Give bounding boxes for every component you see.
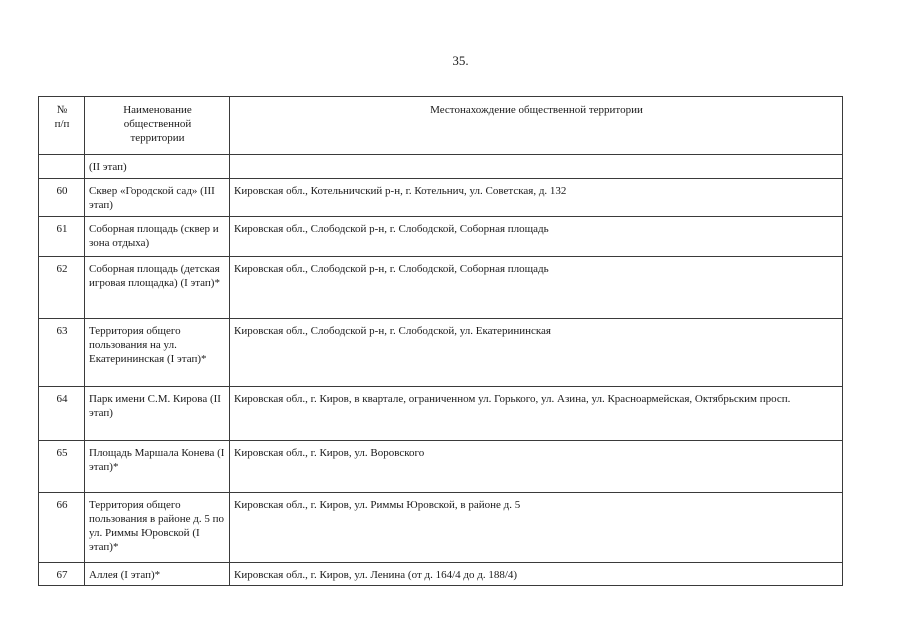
- header-name: Наименование общественной территории: [85, 97, 230, 155]
- row-location: [230, 155, 843, 179]
- header-num: № п/п: [39, 97, 85, 155]
- row-location: Кировская обл., Слободской р-н, г. Слободской, Соборная площадь: [230, 217, 843, 257]
- row-name: Территория общего пользования на ул. Екатерининская (I этап)*: [85, 319, 230, 387]
- row-name: (II этап): [85, 155, 230, 179]
- row-location: Кировская обл., г. Киров, ул. Ленина (от д. 164/4 до д. 188/4): [230, 563, 843, 586]
- table-row: [39, 441, 843, 493]
- row-name: Площадь Маршала Конева (I этап)*: [85, 441, 230, 493]
- row-location: Кировская обл., г. Киров, в квартале, ограниченном ул. Горького, ул. Азина, ул. Красноармейская, Октябрьским просп.: [230, 387, 843, 441]
- row-name: Сквер «Городской сад» (III этап): [85, 179, 230, 217]
- row-number: 62: [39, 257, 85, 319]
- row-number: 60: [39, 179, 85, 217]
- header-location: Местонахождение общественной территории: [230, 97, 843, 155]
- table-row: [39, 155, 843, 179]
- row-number: 64: [39, 387, 85, 441]
- row-number: [39, 155, 85, 179]
- table-row: [39, 563, 843, 586]
- row-number: 63: [39, 319, 85, 387]
- table-row: [39, 179, 843, 217]
- table-header-row: [39, 97, 843, 155]
- row-location: Кировская обл., Котельничский р-н, г. Котельнич, ул. Советская, д. 132: [230, 179, 843, 217]
- row-name: Аллея (I этап)*: [85, 563, 230, 586]
- page-number: 35.: [452, 53, 469, 68]
- table-row: [39, 217, 843, 257]
- row-name: Соборная площадь (сквер и зона отдыха): [85, 217, 230, 257]
- row-name: Территория общего пользования в районе д. 5 по ул. Риммы Юровской (I этап)*: [85, 493, 230, 563]
- row-location: Кировская обл., Слободской р-н, г. Слободской, ул. Екатерининская: [230, 319, 843, 387]
- public-territories-table: [38, 96, 843, 586]
- table-row: [39, 319, 843, 387]
- row-number: 61: [39, 217, 85, 257]
- row-number: 65: [39, 441, 85, 493]
- table-row: [39, 493, 843, 563]
- table-row: [39, 257, 843, 319]
- row-location: Кировская обл., Слободской р-н, г. Слободской, Соборная площадь: [230, 257, 843, 319]
- row-name: Соборная площадь (детская игровая площадка) (I этап)*: [85, 257, 230, 319]
- row-name: Парк имени С.М. Кирова (II этап): [85, 387, 230, 441]
- table-row: [39, 387, 843, 441]
- row-number: 67: [39, 563, 85, 586]
- row-location: Кировская обл., г. Киров, ул. Риммы Юровской, в районе д. 5: [230, 493, 843, 563]
- row-number: 66: [39, 493, 85, 563]
- row-location: Кировская обл., г. Киров, ул. Воровского: [230, 441, 843, 493]
